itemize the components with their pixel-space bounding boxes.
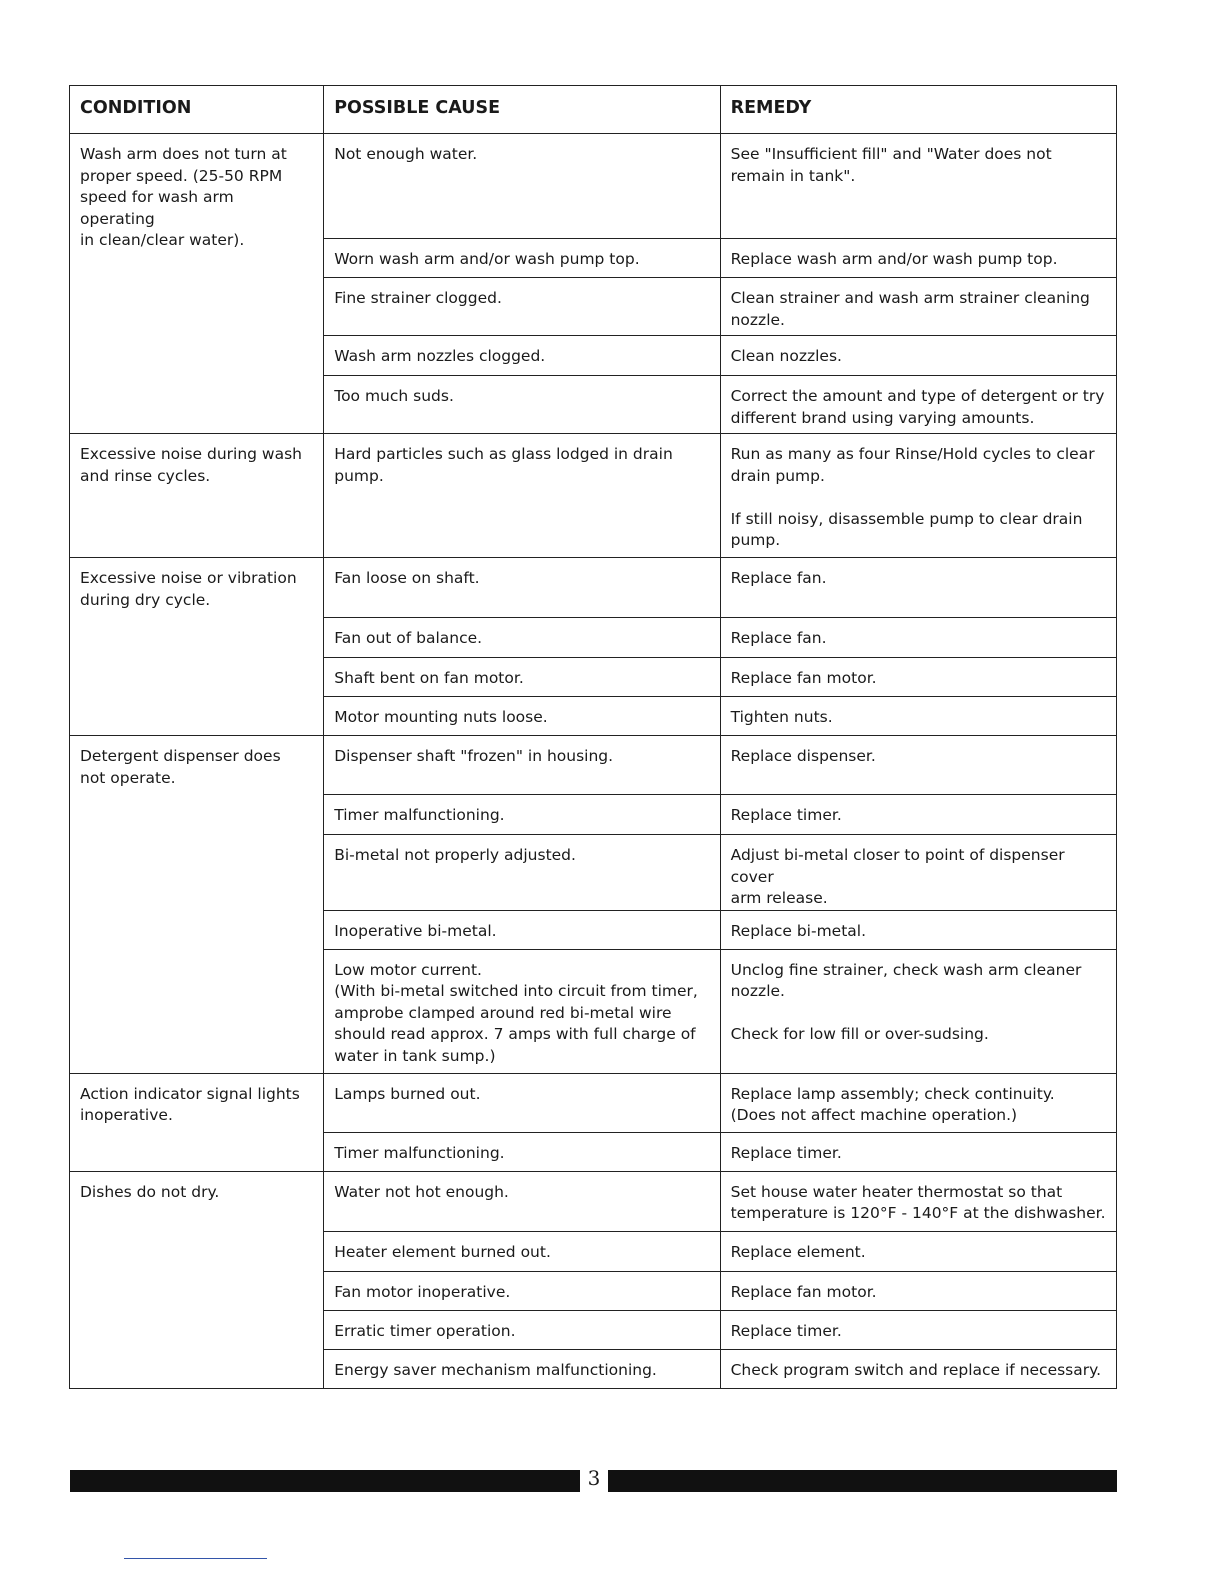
cause-text: Heater element burned out. <box>334 1242 551 1261</box>
cause-text: Fan out of balance. <box>334 629 483 647</box>
cause-cell <box>324 336 720 376</box>
cause-cell <box>324 658 720 697</box>
cause-cell <box>324 278 720 336</box>
remedy-text: Replace fan motor. <box>730 669 877 687</box>
remedy-text: Replace bi-metal. <box>730 921 867 940</box>
cause-text: Energy saver mechanism malfunctioning. <box>334 1360 657 1379</box>
cause-text: Inoperative bi-metal. <box>334 921 497 940</box>
condition-text: Excessive noise or vibration during dry cycle. <box>80 569 297 609</box>
cause-text: Water not hot enough. <box>334 1182 509 1201</box>
condition-text: Dishes do not dry. <box>80 1182 220 1201</box>
cause-text: Lamps burned out. <box>334 1084 481 1103</box>
remedy-cell <box>720 134 1116 239</box>
footer-bar-right <box>608 1470 1117 1492</box>
condition-cell <box>70 558 324 736</box>
cause-cell <box>324 1171 720 1231</box>
footer-bar-left <box>70 1470 580 1492</box>
header-possible-cause: POSSIBLE CAUSE <box>324 86 720 134</box>
remedy-cell <box>720 1231 1116 1271</box>
remedy-cell <box>720 618 1116 658</box>
remedy-cell <box>720 278 1116 336</box>
cause-cell <box>324 558 720 618</box>
remedy-text: Replace timer. <box>730 806 842 824</box>
table-row <box>70 1171 1117 1231</box>
cause-cell <box>324 1073 720 1132</box>
cause-cell <box>324 736 720 795</box>
remedy-text: Correct the amount and type of detergent or try different brand using varying amounts. <box>730 387 1105 427</box>
remedy-cell <box>720 1271 1116 1310</box>
remedy-cell <box>720 434 1116 558</box>
cause-text: Hard particles such as glass lodged in drain pump. <box>334 445 673 485</box>
remedy-text: Replace wash arm and/or wash pump top. <box>730 250 1058 268</box>
remedy-text: Clean strainer and wash arm strainer cleaning nozzle. <box>730 289 1090 329</box>
cause-text: Shaft bent on fan motor. <box>334 669 524 687</box>
cause-cell <box>324 434 720 558</box>
cause-cell <box>324 134 720 239</box>
cause-text: Fine strainer clogged. <box>334 289 502 307</box>
remedy-text: Unclog fine strainer, check wash arm cleaner nozzle. Check for low fill or over-sudsing. <box>730 960 1082 1043</box>
table-row <box>70 1073 1117 1132</box>
remedy-text: Replace lamp assembly; check continuity. (Does not affect machine operation.) <box>730 1084 1055 1124</box>
header-remedy: REMEDY <box>720 86 1116 134</box>
remedy-cell <box>720 1349 1116 1388</box>
page-number: 3 <box>587 1466 601 1490</box>
cause-text: Low motor current. (With bi-metal switched into circuit from timer, amprobe clamped around red bi-metal wire should read approx. 7 amps with full charge of water in tank sump.) <box>334 960 698 1065</box>
cause-cell <box>324 239 720 278</box>
cause-cell <box>324 910 720 949</box>
divider-line <box>124 1558 267 1559</box>
cause-text: Fan motor inoperative. <box>334 1282 511 1301</box>
cause-cell <box>324 697 720 736</box>
cause-text: Worn wash arm and/or wash pump top. <box>334 250 640 268</box>
remedy-cell <box>720 658 1116 697</box>
condition-text: Excessive noise during wash and rinse cycles. <box>80 445 303 485</box>
cause-text: Erratic timer operation. <box>334 1321 516 1340</box>
remedy-text: Replace fan motor. <box>730 1282 877 1301</box>
cause-cell <box>324 618 720 658</box>
table-row <box>70 736 1117 795</box>
header-row <box>70 86 1117 134</box>
remedy-text: Replace fan. <box>730 629 827 647</box>
table-row <box>70 434 1117 558</box>
header-condition: CONDITION <box>70 86 324 134</box>
remedy-cell <box>720 1310 1116 1349</box>
cause-text: Fan loose on shaft. <box>334 569 480 587</box>
condition-text: Wash arm does not turn at proper speed. (25-50 RPM speed for wash arm operating in clean/clear water). <box>80 145 287 249</box>
cause-text: Bi-metal not properly adjusted. <box>334 846 576 864</box>
remedy-text: Set house water heater thermostat so that temperature is 120°F - 140°F at the dishwasher. <box>730 1182 1106 1222</box>
remedy-cell <box>720 949 1116 1073</box>
troubleshooting-table <box>69 85 1117 1389</box>
condition-cell <box>70 1171 324 1388</box>
condition-cell <box>70 434 324 558</box>
cause-text: Timer malfunctioning. <box>334 1143 505 1162</box>
cause-cell <box>324 795 720 835</box>
remedy-cell <box>720 697 1116 736</box>
cause-text: Not enough water. <box>334 145 478 163</box>
table-row <box>70 134 1117 239</box>
cause-text: Too much suds. <box>334 387 454 405</box>
remedy-cell <box>720 1073 1116 1132</box>
remedy-text: Replace timer. <box>730 1321 842 1340</box>
remedy-text: Clean nozzles. <box>730 347 842 365</box>
cause-text: Dispenser shaft "frozen" in housing. <box>334 747 614 765</box>
cause-text: Timer malfunctioning. <box>334 806 505 824</box>
cause-cell <box>324 949 720 1073</box>
condition-text: Detergent dispenser does not operate. <box>80 747 281 787</box>
remedy-text: Replace element. <box>730 1242 866 1261</box>
condition-text: Action indicator signal lights inoperative. <box>80 1084 300 1124</box>
remedy-cell <box>720 795 1116 835</box>
remedy-text: Adjust bi-metal closer to point of dispenser cover arm release. <box>730 846 1065 907</box>
cause-cell <box>324 1271 720 1310</box>
remedy-cell <box>720 558 1116 618</box>
cause-cell <box>324 1231 720 1271</box>
table-row <box>70 558 1117 618</box>
remedy-text: Run as many as four Rinse/Hold cycles to clear drain pump. If still noisy, disassemble pump to clear drain pump. <box>730 445 1095 549</box>
remedy-cell <box>720 376 1116 434</box>
remedy-text: Tighten nuts. <box>730 708 833 726</box>
remedy-cell <box>720 336 1116 376</box>
cause-text: Wash arm nozzles clogged. <box>334 347 546 365</box>
remedy-cell <box>720 1171 1116 1231</box>
remedy-cell <box>720 1132 1116 1171</box>
cause-cell <box>324 1132 720 1171</box>
condition-cell <box>70 134 324 434</box>
condition-cell <box>70 1073 324 1171</box>
remedy-cell <box>720 736 1116 795</box>
cause-cell <box>324 1310 720 1349</box>
condition-cell <box>70 736 324 1074</box>
remedy-text: Check program switch and replace if necessary. <box>730 1360 1102 1379</box>
cause-cell <box>324 835 720 911</box>
remedy-cell <box>720 239 1116 278</box>
remedy-cell <box>720 910 1116 949</box>
remedy-cell <box>720 835 1116 911</box>
remedy-text: Replace fan. <box>730 569 827 587</box>
remedy-text: Replace timer. <box>730 1143 842 1162</box>
remedy-text: See "Insufficient fill" and "Water does not remain in tank". <box>730 145 1052 185</box>
table-body <box>70 134 1117 1389</box>
cause-cell <box>324 1349 720 1388</box>
cause-text: Motor mounting nuts loose. <box>334 708 548 726</box>
cause-cell <box>324 376 720 434</box>
remedy-text: Replace dispenser. <box>730 747 876 765</box>
